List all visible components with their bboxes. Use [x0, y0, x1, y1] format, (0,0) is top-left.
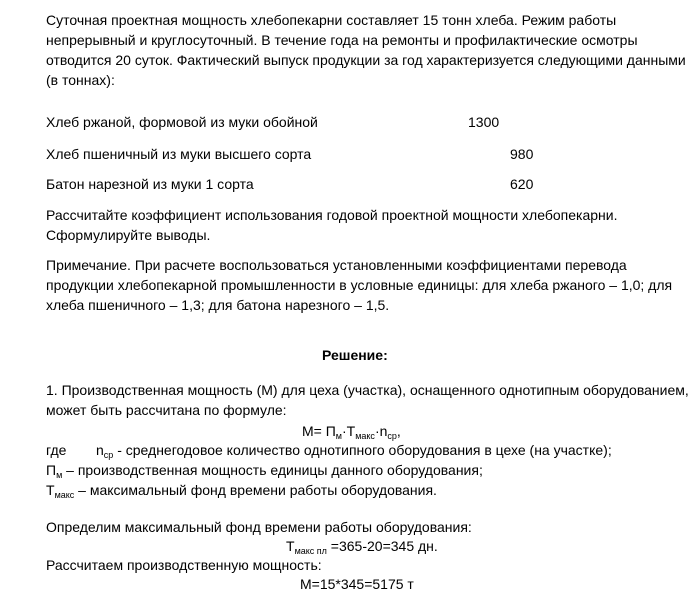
where-n-sub: ср	[103, 450, 114, 460]
product-name-rye: Хлеб ржаной, формовой из муки обойной	[46, 114, 318, 130]
note-line-3: хлеба пшеничного – 1,3; для батона нарезного – 1,5.	[46, 297, 390, 313]
where-n-desc: - среднегодовое количество однотипного оборудования в цехе (на участке);	[113, 442, 612, 458]
product-name-baton: Батон нарезной из муки 1 сорта	[46, 176, 254, 192]
note-line-1: Примечание. При расчете воспользоваться установленными коэффициентами перевода	[46, 257, 627, 273]
tmax-sub: макс пл	[294, 546, 327, 556]
where-t-symbol: Т	[46, 482, 55, 498]
product-value-rye: 1300	[468, 114, 500, 130]
formula-dot-t: ·Т	[341, 423, 356, 439]
product-name-wheat: Хлеб пшеничный из муки высшего сорта	[46, 146, 312, 162]
where-n-definition	[96, 440, 612, 460]
formula-tail: ,	[396, 423, 401, 439]
formula-lhs: М= П	[302, 423, 336, 439]
where-t-definition	[46, 480, 437, 500]
where-t-sub: макс	[54, 490, 75, 500]
solution-heading: Решение:	[322, 347, 388, 363]
intro-line-3: отводится 20 суток. Фактический выпуск продукции за год характеризуется следующими данными	[46, 52, 686, 68]
intro-line-4: (в тоннах):	[46, 72, 115, 88]
tmax-rest: =365-20=345 дн.	[326, 538, 438, 554]
formula-sub-m: м	[335, 431, 342, 441]
product-value-baton: 620	[510, 176, 534, 192]
formula-sub-max: макс	[355, 431, 375, 441]
calc-label: Рассчитаем производственную мощность:	[46, 557, 322, 573]
tmax-symbol: Т	[286, 538, 295, 554]
tmax-formula	[286, 536, 438, 556]
capacity-result: М=15*345=5175 т	[300, 576, 414, 592]
task-line-1: Рассчитайте коэффициент использования годовой проектной мощности хлебопекарни.	[46, 207, 618, 223]
where-word: где	[46, 442, 67, 458]
where-p-definition	[46, 460, 483, 480]
where-p-sub: м	[56, 470, 63, 480]
where-p-symbol: П	[46, 462, 57, 478]
solution-p1-line-2: может быть рассчитана по формуле:	[46, 402, 287, 418]
intro-line-1: Суточная проектная мощность хлебопекарни составляет 15 тонн хлеба. Режим работы	[46, 12, 617, 28]
where-p-desc: – производственная мощность единицы данного оборудования;	[62, 462, 483, 478]
formula-dot-n: ·n	[374, 423, 388, 439]
intro-line-2: непрерывный и круглосуточный. В течение года на ремонты и профилактические осмотры	[46, 32, 638, 48]
where-t-desc: – максимальный фонд времени работы оборудования.	[74, 482, 437, 498]
determine-line: Определим максимальный фонд времени работы оборудования:	[46, 519, 472, 535]
formula-sub-sr: ср	[387, 431, 397, 441]
where-n-symbol: n	[96, 442, 104, 458]
solution-p1-line-1: 1. Производственная мощность (М) для цеха (участка), оснащенного однотипным оборудованием,	[46, 382, 689, 398]
note-line-2: продукции хлебопекарной промышленности в условные единицы: для хлеба ржаного – 1,0; для	[46, 277, 673, 293]
task-line-2: Сформулируйте выводы.	[46, 227, 211, 243]
capacity-formula	[302, 421, 401, 441]
product-value-wheat: 980	[510, 146, 534, 162]
